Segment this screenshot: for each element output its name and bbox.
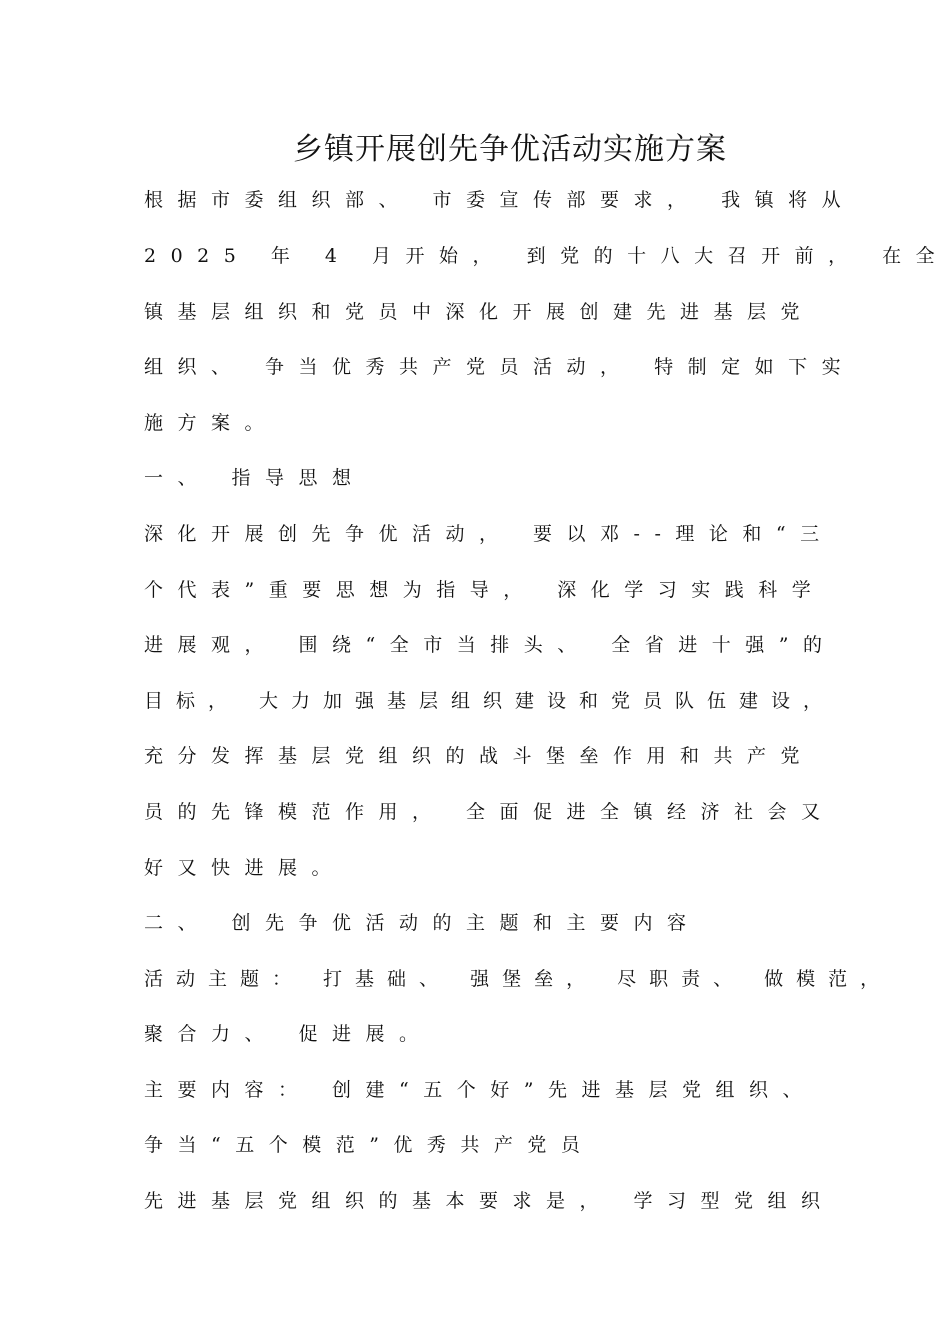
paragraph-line: 个代表”重要思想为指导， 深化学习实践科学: [144, 579, 826, 601]
paragraph-line: 争当“五个模范”优秀共产党员: [144, 1134, 595, 1156]
document-title: 乡镇开展创先争优活动实施方案: [293, 132, 727, 167]
section-heading: 二、 创先争优活动的主题和主要内容: [144, 912, 701, 934]
paragraph-line: 活动主题： 打基础、 强堡垒， 尽职责、 做模范，: [144, 968, 893, 990]
paragraph-line: 目标， 大力加强基层组织建设和党员队伍建设，: [144, 690, 836, 712]
paragraph-line: 2025 年 4 月开始， 到党的十八大召开前， 在全: [144, 245, 950, 267]
paragraph-line: 镇基层组织和党员中深化开展创建先进基层党: [144, 301, 815, 323]
paragraph-line: 聚合力、 促进展。: [144, 1023, 433, 1045]
paragraph-line: 好又快进展。: [144, 857, 346, 879]
paragraph-line: 深化开展创先争优活动， 要以邓--理论和“三: [144, 523, 834, 545]
paragraph-line: 根据市委组织部、 市委宣传部要求， 我镇将从: [144, 189, 856, 211]
paragraph-line: 进展观， 围绕“全市当排头、 全省进十强”的: [144, 634, 837, 656]
paragraph-line: 充分发挥基层党组织的战斗堡垒作用和共产党: [144, 745, 815, 767]
paragraph-line: 组织、 争当优秀共产党员活动， 特制定如下实: [144, 356, 856, 378]
paragraph-line: 主要内容： 创建“五个好”先进基层党组织、: [144, 1079, 816, 1101]
section-heading: 一、 指导思想: [144, 467, 366, 489]
paragraph-line: 施方案。: [144, 412, 279, 434]
paragraph-line: 先进基层党组织的基本要求是， 学习型党组织: [144, 1190, 835, 1212]
paragraph-line: 员的先锋模范作用， 全面促进全镇经济社会又: [144, 801, 835, 823]
